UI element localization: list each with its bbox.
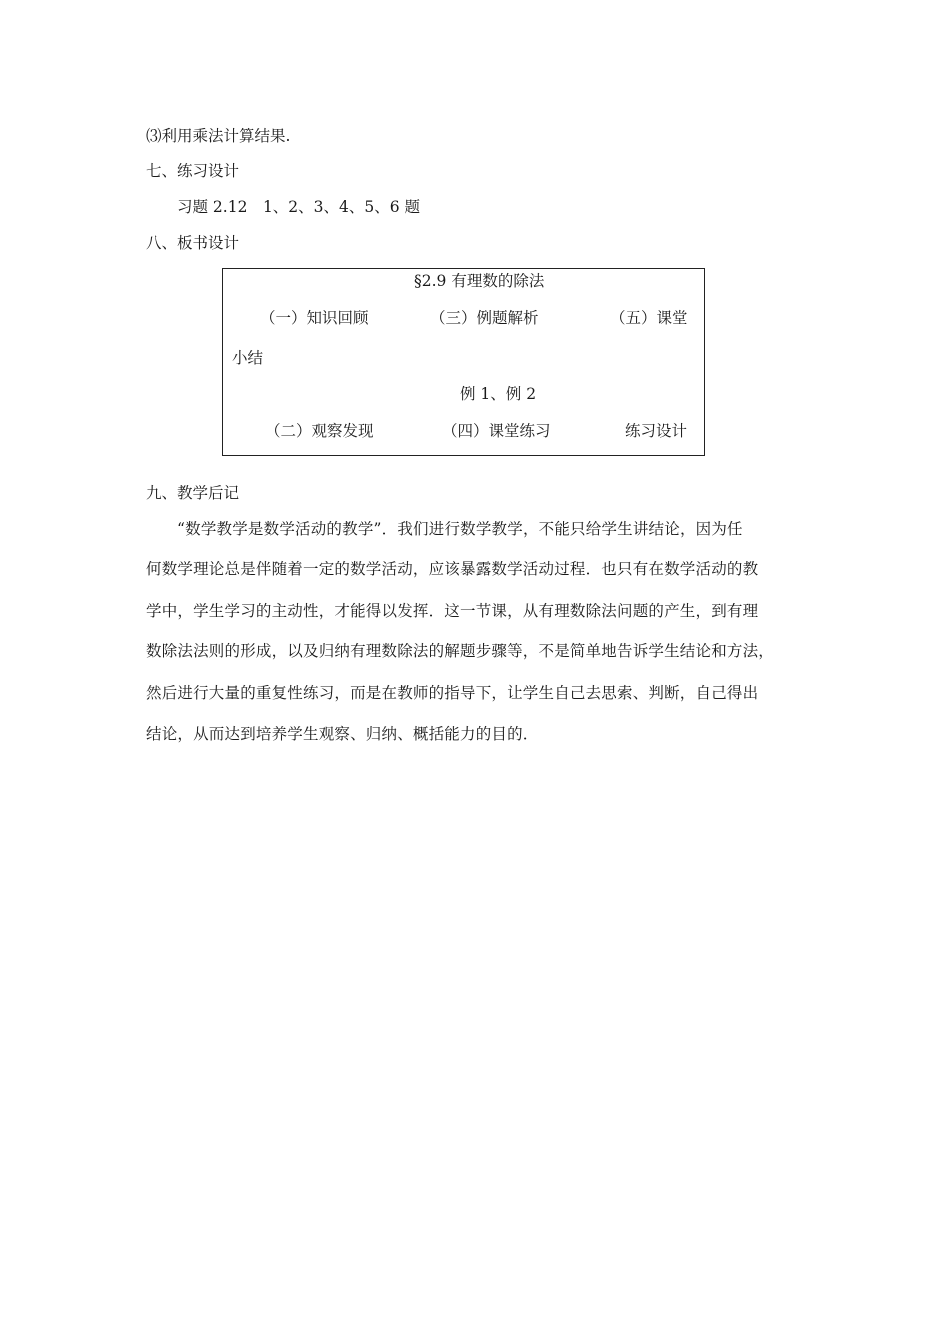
board-item-observation: （二）观察发现 (265, 422, 374, 440)
board-examples: 例 1、例 2 (460, 385, 537, 403)
board-item-knowledge-review: （一）知识回顾 (260, 309, 369, 327)
board-item-class-summary-cont: 小结 (232, 349, 264, 367)
reflection-line-3: 学中，学生学习的主动性，才能得以发挥．这一节课，从有理数除法问题的产生，到有理 (146, 602, 759, 620)
board-item-example-analysis: （三）例题解析 (430, 309, 539, 327)
section-7-content: 习题 2.12 1、2、3、4、5、6 题 (177, 198, 421, 216)
board-practice-design: 练习设计 (625, 422, 688, 440)
reflection-line-4: 数除法法则的形成，以及归纳有理数除法的解题步骤等，不是简单地告诉学生结论和方法， (146, 642, 775, 660)
section-9-heading: 九、教学后记 (146, 484, 240, 502)
step-3-text: ⑶利用乘法计算结果. (146, 127, 291, 145)
blackboard-design-box (222, 268, 705, 456)
section-8-heading: 八、板书设计 (146, 234, 240, 252)
board-item-class-summary: （五）课堂 (610, 309, 688, 327)
reflection-line-6: 结论，从而达到培养学生观察、归纳、概括能力的目的． (146, 725, 539, 743)
section-7-heading: 七、练习设计 (146, 162, 240, 180)
reflection-line-2: 何数学理论总是伴随着一定的数学活动，应该暴露数学活动过程．也只有在数学活动的教 (146, 560, 759, 578)
board-title: §2.9 有理数的除法 (414, 272, 545, 290)
reflection-line-1: “数学教学是数学活动的教学”．我们进行数学教学，不能只给学生讲结论，因为任 (177, 520, 743, 538)
board-item-class-practice: （四）课堂练习 (442, 422, 551, 440)
reflection-line-5: 然后进行大量的重复性练习，而是在教师的指导下，让学生自己去思索、判断，自己得出 (146, 684, 759, 702)
